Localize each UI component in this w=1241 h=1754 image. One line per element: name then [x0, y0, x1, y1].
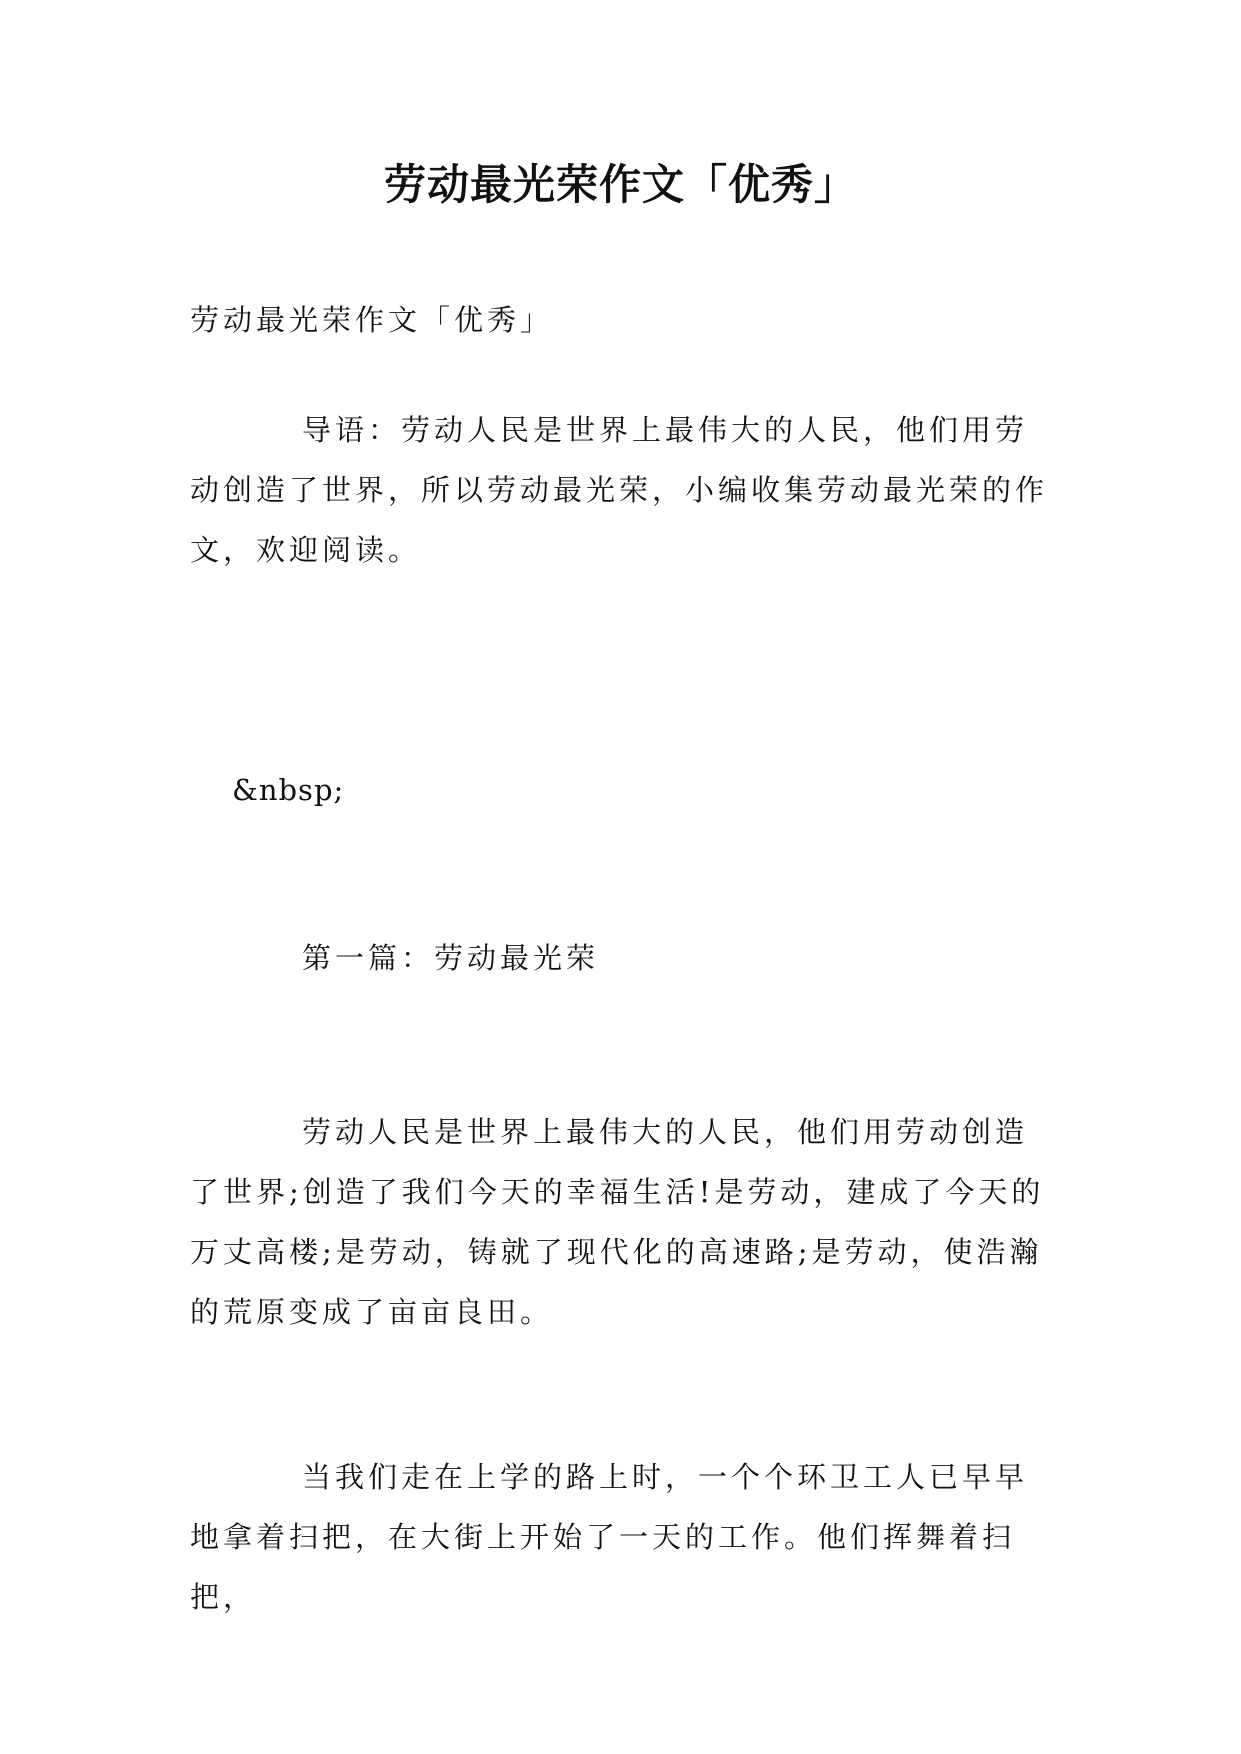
- document-title: 劳动最光荣作文「优秀」: [383, 160, 857, 209]
- paragraph-two: 当我们走在上学的路上时，一个个环卫工人已早早地拿着扫把，在大街上开始了一天的工作。他们挥舞着扫把，: [190, 1460, 1029, 1614]
- paragraph-one: 劳动人民是世界上最伟大的人民，他们用劳动创造了世界;创造了我们今天的幸福生活!是劳动，建成了今天的万丈高楼;是劳动，铸就了现代化的高速路;是劳动，使浩瀚的荒原变成了亩亩良田。: [190, 1115, 1045, 1329]
- nbsp-text-line: &nbsp;: [232, 773, 345, 807]
- intro-paragraph: 导语：劳动人民是世界上最伟大的人民，他们用劳动创造了世界，所以劳动最光荣，小编收集劳动最光荣的作文，欢迎阅读。: [190, 413, 1049, 567]
- document-subtitle: 劳动最光荣作文「优秀」: [190, 303, 554, 337]
- section-heading: 第一篇：劳动最光荣: [302, 941, 600, 975]
